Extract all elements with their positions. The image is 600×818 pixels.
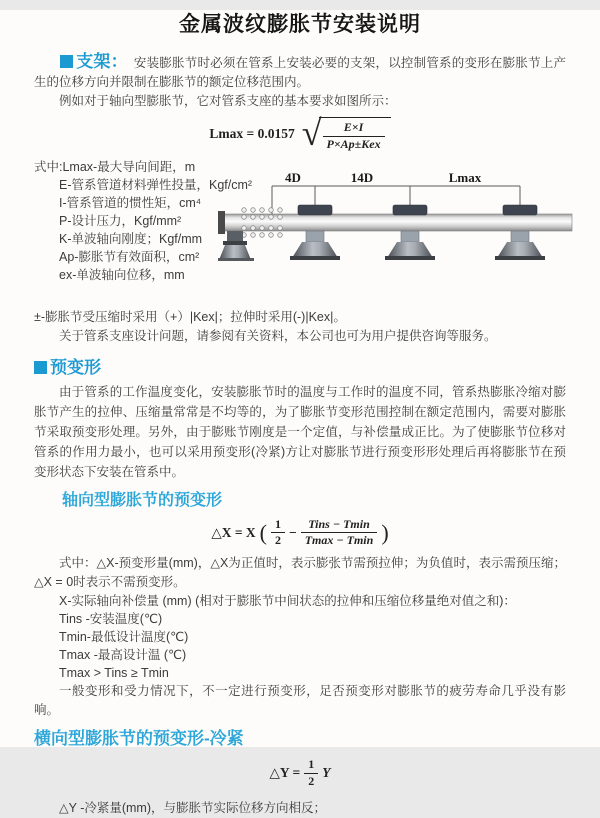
formula-dy-rhs: Y xyxy=(322,765,331,781)
lateral-subtitle: 横向型膨胀节的预变形-冷紧 xyxy=(34,729,244,749)
support-paragraph xyxy=(34,52,566,92)
dy-note: △Y -冷紧量(mm)，与膨胀节实际位移方向相反； xyxy=(59,800,327,815)
page-title: 金属波纹膨胀节安装说明 xyxy=(179,13,421,36)
formula-lmax-lhs: Lmax = 0.0157 xyxy=(209,126,295,142)
sqrt-radical: √ $\frac{E\times I}{\text{P×Ap±Kex}}$ xyxy=(299,117,391,152)
guide-support xyxy=(385,205,435,260)
definition-line: P-设计压力，Kgf/mm² xyxy=(59,213,182,228)
formula-lmax xyxy=(34,113,566,153)
temp-line: Tmax -最高设计温 (℃) xyxy=(59,648,187,663)
formula-dx-frac2-den: Tmax − Tmin xyxy=(304,533,374,548)
axial-subtitle: 轴向型膨胀节的预变形 xyxy=(62,491,223,509)
service-note: 关于管系支座设计问题，请参阅有关资料，本公司也可为用户提供咨询等服务。 xyxy=(59,328,497,343)
support-example-line: 例如对于轴向型膨胀节，它对管系支座的基本要求如图所示： xyxy=(59,94,397,108)
support-heading: 支架： xyxy=(76,52,128,71)
formula-dy-lhs: △Y = xyxy=(269,765,301,781)
formula-delta-x: △X = X ( $\frac{1}{2}$ − $\frac{\text{Tins − Tmin}}{Tmax - Tmin}$ ) xyxy=(211,516,389,548)
predeform-heading: 预变形 xyxy=(34,356,566,380)
formula-dx-lhs: △X = X xyxy=(211,524,256,540)
formula-dx-frac1-den: 2 xyxy=(275,533,281,548)
section-bullet-square xyxy=(60,55,73,68)
dim-label-4d: 4D xyxy=(285,169,301,185)
formula-lmax-numerator: E×I xyxy=(323,121,385,137)
pipe-end-flange xyxy=(218,211,225,234)
axial-general-note: 一般变形和受力情况下，不一定进行预变形，足否预变形对膨胀节的疲劳寿命几乎没有影响。 xyxy=(34,684,566,718)
definition-line: I-管系管道的惯性矩，cm⁴ xyxy=(59,195,202,210)
guide-support xyxy=(495,205,545,260)
fixed-anchor-support xyxy=(218,231,254,261)
definitions-and-diagram xyxy=(34,158,566,308)
temp-line: Tins -安装温度(℃) xyxy=(59,612,163,627)
guide-support xyxy=(290,205,340,260)
axial-shizhong-line: 式中：△X-预变形量(mm)，△X为正值时，表示膨张节需预拉伸；为负值时，表示需预压缩；△X = 0时表示不需预变形。 xyxy=(34,556,566,590)
definition-line: ex-单波轴向位移，mm xyxy=(59,267,185,282)
document-page xyxy=(0,10,600,815)
formula-delta-y xyxy=(34,758,566,789)
definition-line: Ap-膨胀节有效面积，cm² xyxy=(59,249,200,264)
dim-label-14d: 14D xyxy=(350,169,374,185)
definition-line: E-管系管道材料弹性投量，Kgf/cm² xyxy=(59,177,253,192)
formula-lmax-denominator: P×Ap±Kex xyxy=(326,136,381,151)
definition-line: K-单波轴向刚度；Kgf/mm xyxy=(59,231,203,246)
support-body-text: 安装膨胀节时必须在管系上安装必要的支架，以控制管系的变形在膨胀节上产生的位移方向并限制在膨胀节的额定位移范围内。 xyxy=(34,56,566,89)
axial-x-line: X-实际轴向补偿量 (mm) (相对于膨胀节中间状态的拉伸和压缩位移量绝对值之和)： xyxy=(59,594,516,609)
formula-dy-num: 1 xyxy=(304,758,318,774)
definition-line: 式中:Lmax-最大导向间距，m xyxy=(34,159,196,174)
temp-line: Tmin-最低设计温度(℃) xyxy=(59,630,189,645)
section-bullet-square xyxy=(34,361,47,374)
predeform-intro: 由于管系的工作温度变化，安装膨胀节时的温度与工作时的温度不同，管系热膨胀冷缩对膨胀节产生的拉伸、压缩量常常是不均等的，为了膨胀节变形范围控制在额定范围内，需要对膨胀节采取预变形处理。另外，由于膨账节刚度是一个定值，与补偿量成正比。为了使膨胀节位移对管系的作用力最小，也可以采用预变形(冷紧)方让对膨胀节进行预变形形处理后再将膨胀节在预变形状态下安装在管系中。 xyxy=(34,384,566,479)
formula-dx-frac2-num: Tins − Tmin xyxy=(301,518,378,534)
pipe-support-diagram xyxy=(218,170,574,270)
formula-dy-den: 2 xyxy=(308,773,315,788)
pm-note: ±-膨胀节受压缩时采用（+）|Kex|；拉伸时采用(-)|Kex|。 xyxy=(34,309,346,324)
temp-inequality: Tmax > Tins ≥ Tmin xyxy=(59,666,169,681)
dim-label-lmax: Lmax xyxy=(448,169,482,185)
formula-dx-frac1-num: 1 xyxy=(271,518,285,534)
